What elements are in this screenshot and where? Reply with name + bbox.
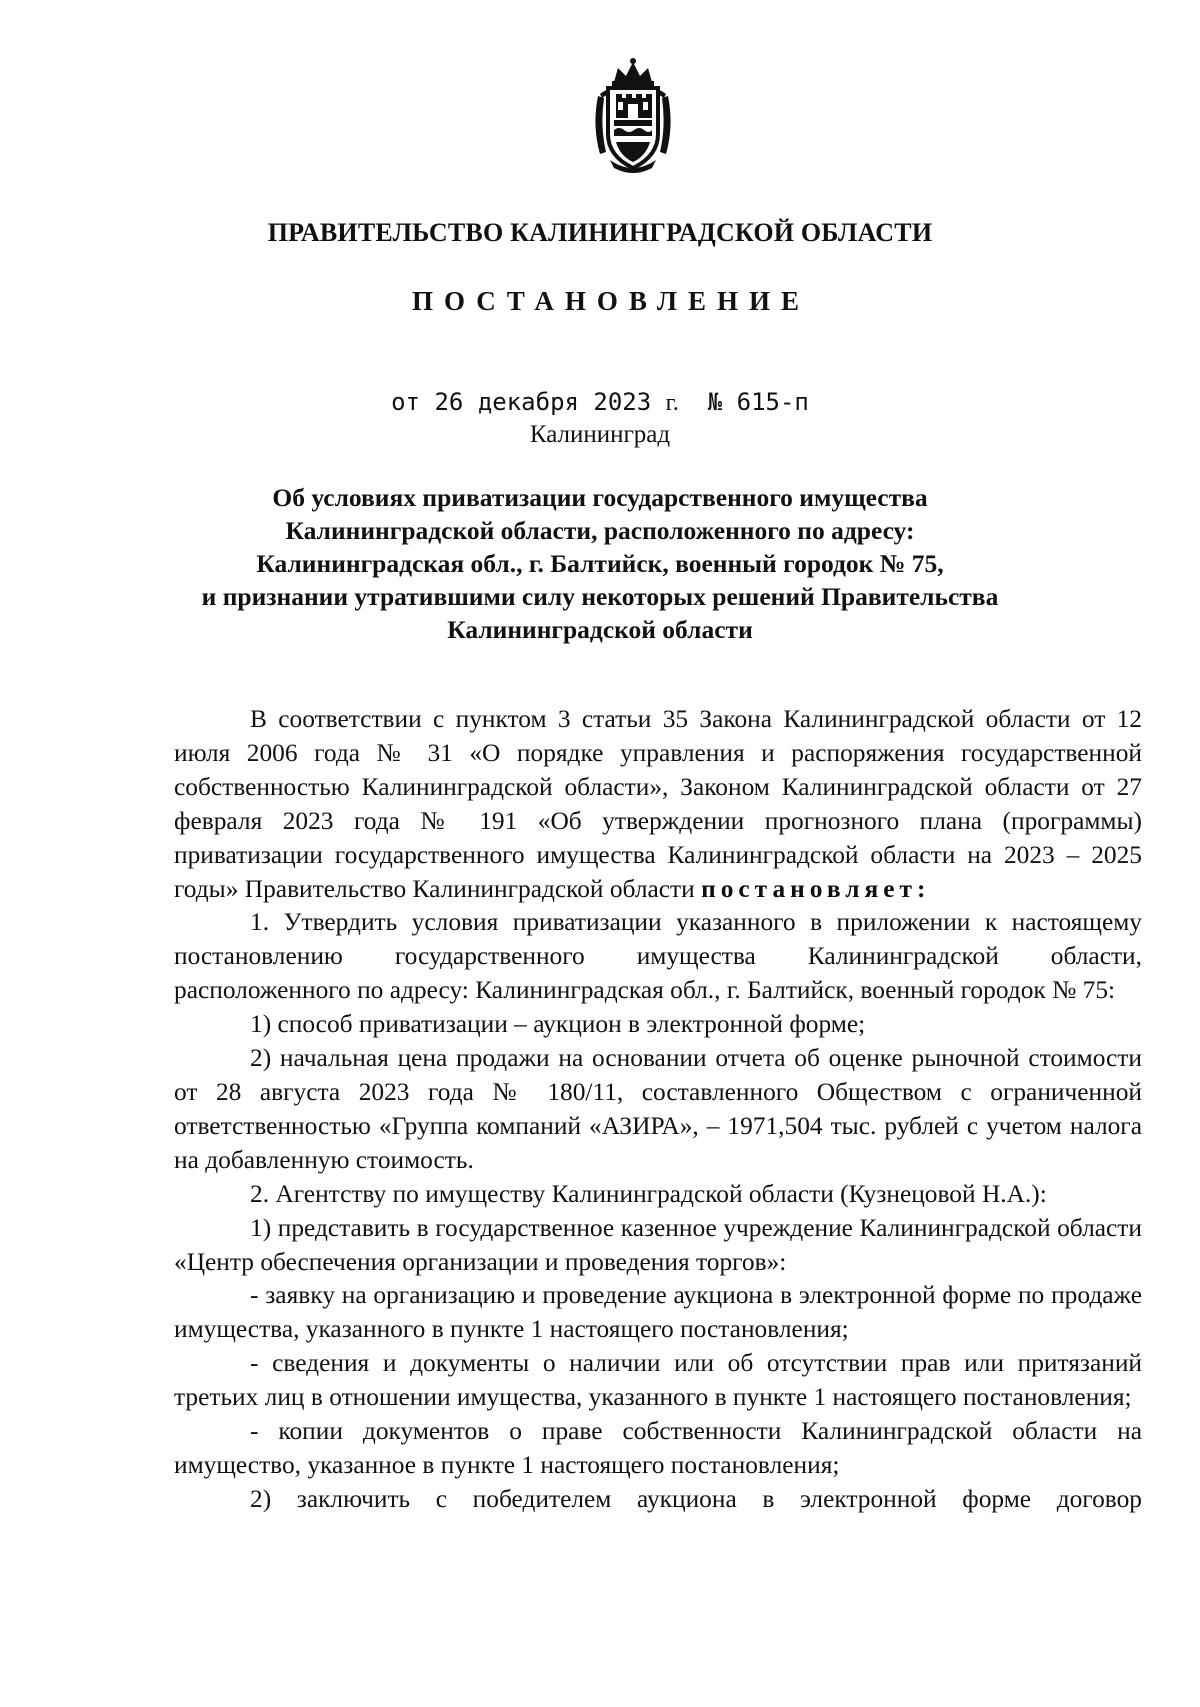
document-title — [0, 481, 1200, 646]
year-suffix: г. — [665, 390, 679, 416]
paragraph-1: 1. Утвердить условия приватизации указанного в приложении к настоящему постановлению государственного имущества Калининградской области, расположенного по адресу: Калининградская обл., г. Балтийск, военный городок № 75: — [174, 908, 1142, 1005]
paragraph-2-item-1: 1) представить в государственное казенное учреждение Калининградской области «Центр обеспечения организации и проведения торгов»: — [174, 1213, 1142, 1276]
paragraph-1-item-2: 2) начальная цена продажи на основании отчета об оценке рыночной стоимости от 28 августа 2023 года № 180/11, составленного Обществом с ограниченной ответственностью «Группа компаний «АЗИРА», – 1971,504 тыс. рублей с учетом налога на добавленную стоимость. — [174, 1044, 1142, 1174]
coat-of-arms-emblem — [590, 56, 676, 174]
date-line — [0, 388, 1200, 417]
title-line: Об условиях приватизации государственного имущества — [272, 483, 928, 512]
paragraph-2-item-1-c: - копии документов о праве собственности Калининградской области на имущество, указанное в пункте 1 настоящего постановления; — [174, 1417, 1142, 1479]
preamble-paragraph — [174, 703, 1142, 906]
date-prefix: от — [391, 388, 421, 416]
paragraph-2-item-2: 2) заключить с победителем аукциона в электронной форме договор — [250, 1484, 1142, 1513]
document-number: № 615-п — [707, 388, 809, 416]
title-line: и признании утратившими силу некоторых решений Правительства — [201, 582, 999, 611]
paragraph-1-item-1: 1) способ приватизации – аукцион в электронной форме; — [250, 1010, 866, 1039]
title-line: Калининградской области — [447, 615, 753, 644]
government-name: ПРАВИТЕЛЬСТВО КАЛИНИНГРАДСКОЙ ОБЛАСТИ — [267, 218, 933, 247]
paragraph-2-item-1-a: - заявку на организацию и проведение аукциона в электронной форме по продаже имущества, указанного в пункте 1 настоящего постановления; — [174, 1281, 1142, 1344]
paragraph-2: 2. Агентству по имуществу Калининградской области (Кузнецовой Н.А.): — [250, 1179, 1047, 1208]
document-type: ПОСТАНОВЛЕНИЕ — [411, 286, 811, 316]
document-body — [174, 703, 1142, 1517]
resolves-word: постановляет: — [701, 874, 931, 903]
paragraph-2-item-1-b: - сведения и документы о наличии или об отсутствии прав или притязаний третьих лиц в отношении имущества, указанного в пункте 1 настоящего постановления; — [174, 1349, 1142, 1412]
title-line: Калининградской области, расположенного по адресу: — [285, 516, 915, 545]
preamble-text: В соответствии с пунктом 3 статьи 35 Закона Калининградской области от 12 июля 2006 года № 31 «О порядке управления и распоряжения государственной собственностью Калининградской области», Законом Калининградской области от 27 февраля 2023 года № 191 «Об утверждении прогнозного плана (программы) приватизации государственного имущества Калининградской области на 2023 – 2025 годы» Правительство Калининградской области — [174, 705, 1142, 903]
document-date: 26 декабря 2023 — [434, 388, 652, 416]
city: Калининград — [529, 421, 671, 448]
title-line: Калининградская обл., г. Балтийск, военный городок № 75, — [256, 549, 944, 578]
